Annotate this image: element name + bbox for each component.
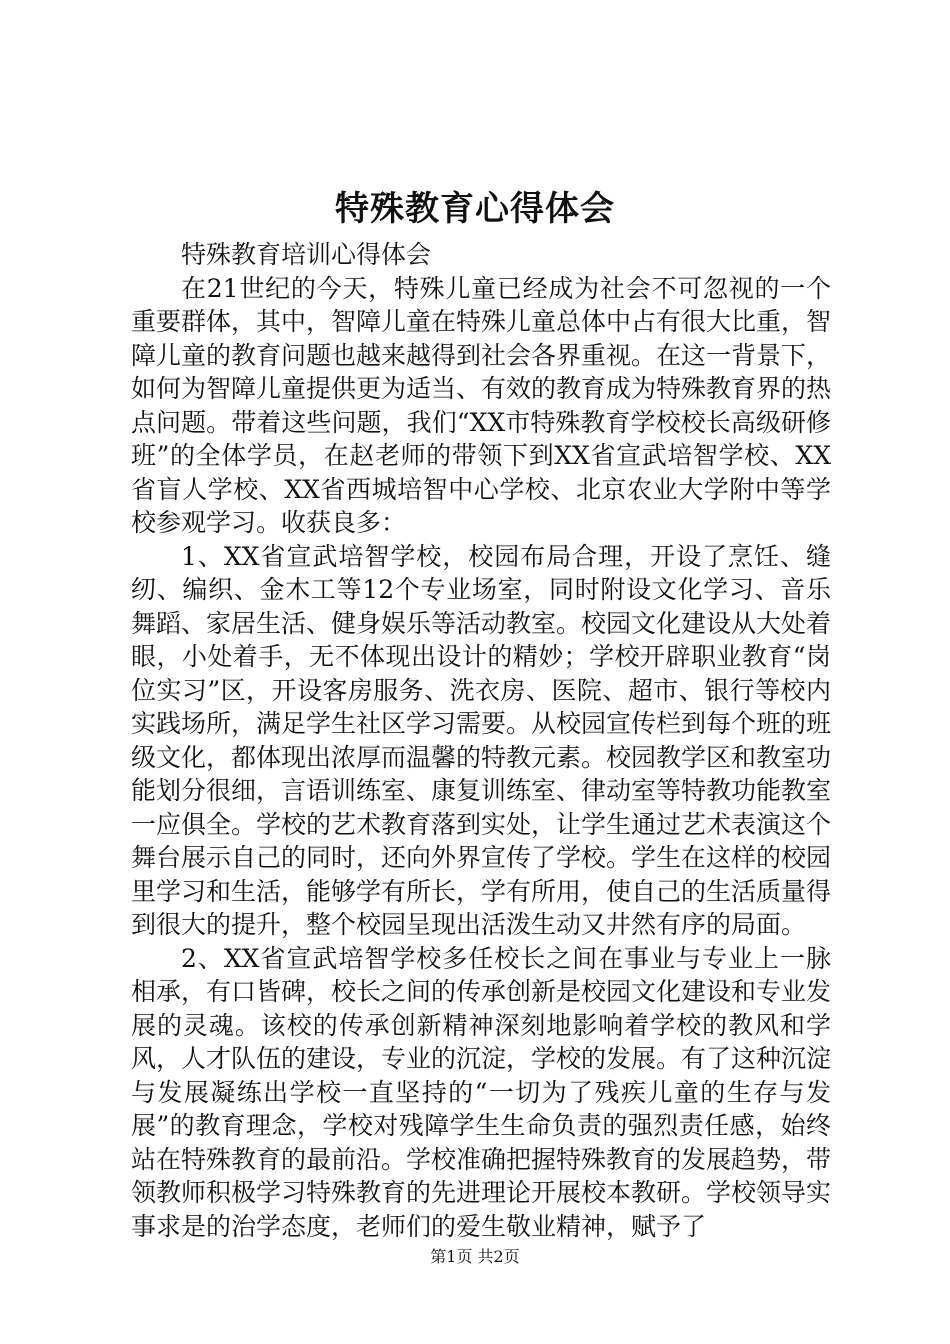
paragraph-point-1: 1、XX省宣武培智学校，校园布局合理，开设了烹饪、缝纫、编织、金木工等12个专业场室，同时附设文化学习、音乐舞蹈、家居生活、健身娱乐等活动教室。校园文化建设从大处着眼，小处着手，无不体现出设计的精妙；学校开辟职业教育“岗位实习”区，开设客房服务、洗衣房、医院、超市、银行等校内实践场所，满足学生社区学习需要。从校园宣传栏到每个班的班级文化，都体现出浓厚而温馨的特教元素。校园教学区和教室功能划分很细，言语训练室、康复训练室、律动室等特教功能教室一应俱全。学校的艺术教育落到实处，让学生通过艺术表演这个舞台展示自己的同时，还向外界宣传了学校。学生在这样的校园里学习和生活，能够学有所长，学有所用，使自己的生活质量得到很大的提升，整个校园呈现出活泼生动又井然有序的局面。 [131,541,832,939]
page-footer: 第1页 共2页 [430,1247,520,1266]
paragraph-intro: 在21世纪的今天，特殊儿童已经成为社会不可忽视的一个重要群体，其中，智障儿童在特殊儿童总体中占有很大比重，智障儿童的教育问题也越来越得到社会各界重视。在这一背景下，如何为智障儿童提供更为适当、有效的教育成为特殊教育界的热点问题。带着这些问题，我们“XX市特殊教育学校校长高级研修班”的全体学员，在赵老师的带领下到XX省宣武培智学校、XX省盲人学校、XX省西城培智中心学校、北京农业大学附中等学校参观学习。收获良多： [131,273,832,537]
document-body [131,238,831,1243]
document-title: 特殊教育心得体会 [335,189,615,229]
document-subtitle: 特殊教育培训心得体会 [181,240,432,269]
paragraph-point-2: 2、XX省宣武培智学校多任校长之间在事业与专业上一脉相承，有口皆碑，校长之间的传承创新是校园文化建设和专业发展的灵魂。该校的传承创新精神深刻地影响着学校的教风和学风，人才队伍的建设，专业的沉淀，学校的发展。有了这种沉淀与发展凝练出学校一直坚持的“一切为了残疾儿童的生存与发展”的教育理念，学校对残障学生生命负责的强烈责任感，始终站在特殊教育的最前沿。学校准确把握特殊教育的发展趋势，带领教师积极学习特殊教育的先进理论开展校本教研。学校领导实事求是的治学态度，老师们的爱生敬业精神，赋予了 [131,943,832,1241]
